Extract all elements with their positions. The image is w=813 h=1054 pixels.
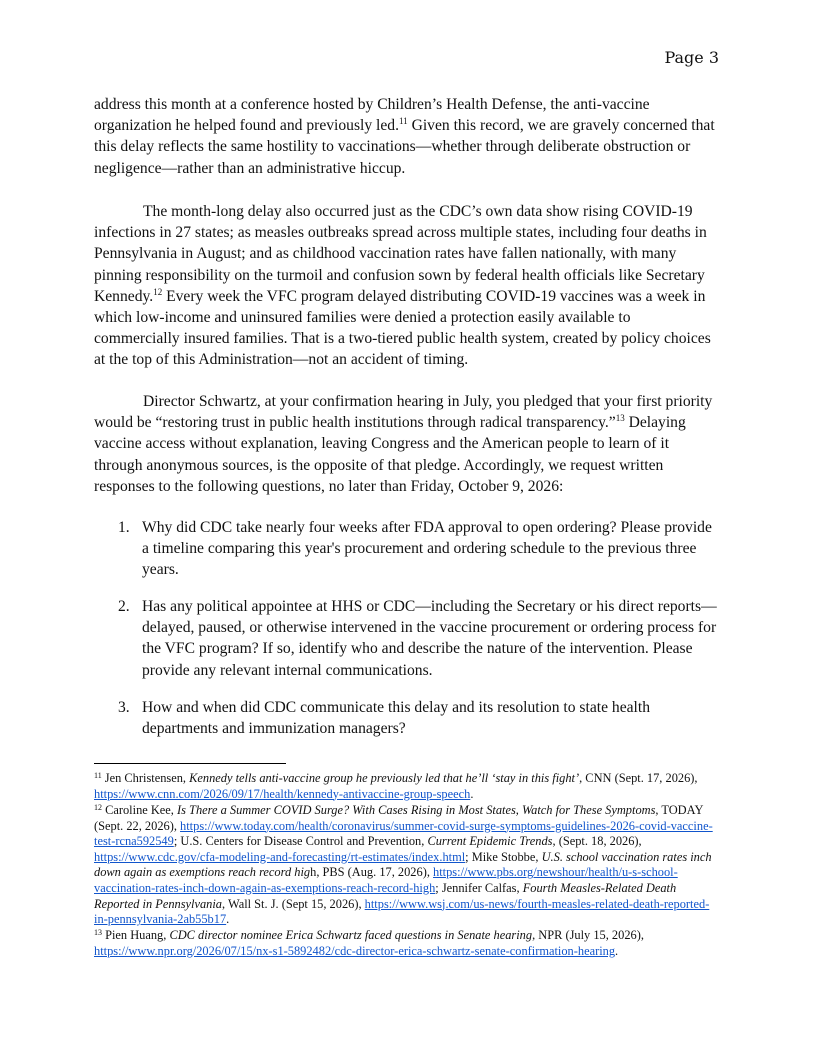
footnote-title: Fourth Measles-Related Death Reported in Pennsylvania (94, 880, 677, 911)
footnote-author: Jen Christensen, (101, 771, 190, 785)
footnote-ref-11[interactable]: 11 (399, 116, 408, 127)
footnote-11 (94, 771, 720, 802)
footnote-title: U.S. school vaccination rates inch down again as exemptions reach record hig (94, 849, 712, 880)
footnote-title-tail: h (310, 865, 317, 880)
footnote-end: . (615, 943, 619, 958)
paragraph-2 (94, 201, 720, 371)
footnote-author: ; Mike Stobbe, (465, 849, 542, 864)
footnote-title: Current Epidemic Trends (427, 834, 553, 849)
footnote-author: ; Jennifer Calfas, (435, 880, 523, 895)
footnote-title: Is There a Summer COVID Surge? With Cases Rising in Most States, Watch for These Symptoms (177, 803, 656, 817)
question-text: Has any political appointee at HHS or CDC—including the Secretary or his direct reports—delayed, paused, or otherwise intervened in the vaccine procurement or ordering process for the VFC program? If so, identify who and describe the nature of the intervention. Please provide any relevant internal communications. (142, 598, 717, 679)
footnote-link[interactable]: https://www.cdc.gov/cfa-modeling-and-forecasting/rt-estimates/index.html (94, 849, 466, 864)
footnote-12 (94, 803, 720, 928)
page-number: Page 3 (664, 48, 719, 67)
footnote-source: , PBS (Aug. 17, 2026), (316, 865, 434, 880)
paragraph-text: Every week the VFC program delayed distributing COVID-19 vaccines was a week in which low-income and uninsured families were denied a protection easily available to commercially insured families. That is a two-tiered public health system, created by policy choices at the top of this Administration—not an accident of timing. (94, 287, 711, 369)
footnote-end: . (226, 912, 230, 927)
footnote-source: , TODAY (Sept. 22, 2026), (94, 803, 703, 833)
footnote-end: . (470, 786, 474, 801)
footnote-source: , (Sept. 18, 2026), (552, 834, 642, 849)
footnote-number: 12 (94, 803, 102, 812)
paragraph-text: The month-long delay also occurred just as the CDC’s own data show rising COVID-19 infections in 27 states; as measles outbreaks spread across multiple states, including four deaths in Pennsylvania in August; and as childhood vaccination rates have fallen nationally, with many pinning responsibility on the turmoil and confusion sown by federal health officials like Secretary Kennedy. (94, 203, 707, 305)
paragraph-text: Delaying vaccine access without explanation, leaving Congress and the American people to learn of it through anonymous sources, is the opposite of that pledge. Accordingly, we request written responses to the following questions, no later than Friday, October 9, 2026: (94, 414, 686, 495)
footnote-link[interactable]: https://www.npr.org/2026/07/15/nx-s1-5892482/cdc-director-erica-schwartz-senate-confirmation-hearing (94, 943, 616, 958)
footnote-13 (94, 928, 720, 959)
footnote-author: ; U.S. Centers for Disease Control and Prevention, (173, 834, 428, 849)
footnote-separator (94, 763, 286, 764)
paragraph-1 (94, 94, 720, 179)
question-number: 2. (118, 598, 130, 615)
question-item (94, 517, 720, 581)
footnote-source: , CNN (Sept. 17, 2026), (579, 771, 698, 785)
footnote-ref-12[interactable]: 12 (153, 286, 163, 297)
paragraph-3 (94, 391, 720, 497)
footnote-link[interactable]: https://www.wsj.com/us-news/fourth-measles-related-death-reported-in-pennsylvania-2ab55b17 (94, 896, 710, 927)
paragraph-text: Given this record, we are gravely concerned that this delay reflects the same hostility to vaccinations—whether through deliberate obstruction or negligence—rather than an administrative hiccup. (94, 117, 715, 177)
footnote-ref-13[interactable]: 13 (615, 413, 625, 424)
question-item (94, 596, 720, 681)
question-item (94, 697, 720, 739)
footnote-source: , NPR (July 15, 2026), (532, 928, 644, 942)
paragraph-text: address this month at a conference hosted by Children’s Health Defense, the anti-vaccine organization he helped found and previously led. (94, 96, 650, 135)
footnote-link[interactable]: https://www.today.com/health/coronavirus/summer-covid-surge-symptoms-guidelines-2026-covid-vaccine-test-rcna592549 (94, 818, 713, 849)
footnote-author: Pien Huang, (102, 928, 170, 942)
question-number: 3. (118, 699, 130, 716)
footnote-title: Kennedy tells anti-vaccine group he previously led that he’ll ‘stay in this fight’ (189, 771, 580, 785)
footnote-link[interactable]: https://www.cnn.com/2026/09/17/health/kennedy-antivaccine-group-speech (94, 786, 471, 801)
question-text: Why did CDC take nearly four weeks after FDA approval to open ordering? Please provide a timeline comparing this year's procurement and ordering schedule to the previous three years. (142, 519, 712, 579)
paragraph-text: Director Schwartz, at your confirmation hearing in July, you pledged that your first priority would be “restoring trust in public health institutions through radical transparency.” (94, 393, 713, 432)
footnote-title: CDC director nominee Erica Schwartz faced questions in Senate hearing (169, 928, 533, 942)
footnote-number: 11 (94, 771, 102, 780)
footnote-author: Caroline Kee, (102, 803, 178, 817)
question-text: How and when did CDC communicate this delay and its resolution to state health departments and immunization managers? (142, 699, 650, 738)
footnote-link[interactable]: https://www.pbs.org/newshour/health/u-s-school-vaccination-rates-inch-down-again-as-exemptions-reach-record-high (94, 865, 678, 895)
footnote-source: , Wall St. J. (Sept 15, 2026), (222, 896, 365, 911)
footnote-number: 13 (94, 928, 102, 937)
question-number: 1. (118, 519, 130, 536)
